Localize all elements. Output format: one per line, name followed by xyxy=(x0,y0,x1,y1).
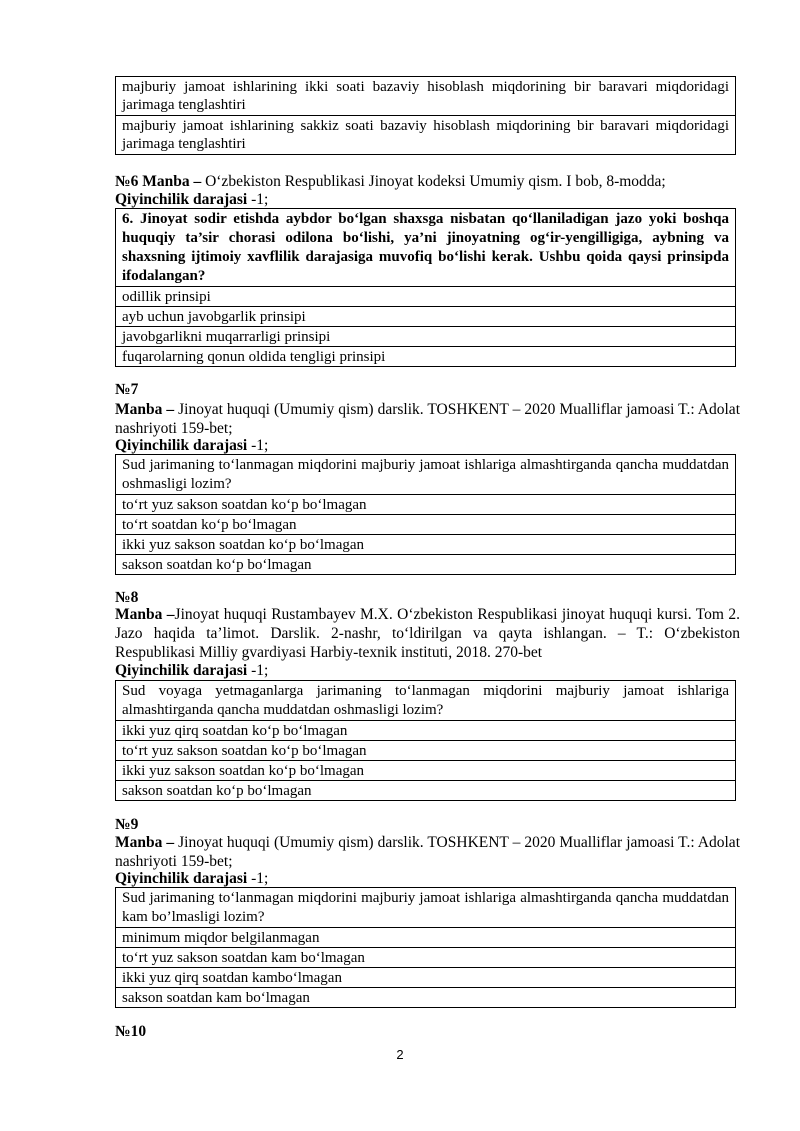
q6-source-text: O‘zbekiston Respublikasi Jinoyat kodeksi Umumiy qism. I bob, 8-modda; xyxy=(201,173,666,190)
table-row xyxy=(116,515,736,535)
q6-source xyxy=(115,172,740,191)
q6-table xyxy=(115,208,736,367)
answer-option: ikki yuz qirq soatdan ko‘p bo‘lmagan xyxy=(116,721,736,741)
answer-option: odillik prinsipi xyxy=(116,287,736,307)
q8-difficulty-label: Qiyinchilik darajasi xyxy=(115,662,248,679)
table-row xyxy=(116,988,736,1008)
answer-option: ayb uchun javobgarlik prinsipi xyxy=(116,307,736,327)
answer-option: majburiy jamoat ishlarining ikki soati bazaviy hisoblash miqdorining bir baravari miqdoridagi jarimaga tenglashtiri xyxy=(116,77,736,116)
answer-option: majburiy jamoat ishlarining sakkiz soati bazaviy hisoblash miqdorining bir baravari miqdoridagi jarimaga tenglashtiri xyxy=(116,116,736,155)
answer-option: to‘rt yuz sakson soatdan ko‘p bo‘lmagan xyxy=(116,495,736,515)
table-row xyxy=(116,327,736,347)
table-row xyxy=(116,209,736,287)
q8-difficulty xyxy=(115,661,740,680)
q9-difficulty-label: Qiyinchilik darajasi xyxy=(115,870,248,887)
q7-question: Sud jarimaning to‘lanmagan miqdorini majburiy jamoat ishlariga almashtirganda qancha muddatdan oshmasligi lozim? xyxy=(116,455,736,495)
answer-option: to‘rt soatdan ko‘p bo‘lmagan xyxy=(116,515,736,535)
table-row xyxy=(116,781,736,801)
q9-source xyxy=(115,833,740,871)
q9-table xyxy=(115,887,736,1008)
q6-difficulty xyxy=(115,190,740,209)
previous-answers-table xyxy=(115,76,736,155)
q9-difficulty xyxy=(115,869,740,888)
q9-difficulty-value: -1; xyxy=(247,870,269,887)
q7-difficulty-label: Qiyinchilik darajasi xyxy=(115,437,248,454)
answer-option: ikki yuz sakson soatdan ko‘p bo‘lmagan xyxy=(116,535,736,555)
answer-option: ikki yuz qirq soatdan kambo‘lmagan xyxy=(116,968,736,988)
q9-question: Sud jarimaning to‘lanmagan miqdorini majburiy jamoat ishlariga almashtirganda qancha muddatdan kam bo’lmasligi lozim? xyxy=(116,888,736,928)
answer-option: sakson soatdan ko‘p bo‘lmagan xyxy=(116,781,736,801)
answer-option: sakson soatdan kam bo‘lmagan xyxy=(116,988,736,1008)
table-row xyxy=(116,968,736,988)
q9-source-label: Manba – xyxy=(115,834,175,851)
table-row xyxy=(116,721,736,741)
table-row xyxy=(116,888,736,928)
table-row xyxy=(116,761,736,781)
q7-number: №7 xyxy=(115,381,139,398)
table-row xyxy=(116,77,736,116)
q9-source-text: Jinoyat huquqi (Umumiy qism) darslik. TOSHKENT – 2020 Mualliflar jamoasi T.: Adolat nashriyoti 159-bet; xyxy=(115,834,740,870)
table-row xyxy=(116,495,736,515)
q7-difficulty-value: -1; xyxy=(247,437,269,454)
q7-difficulty xyxy=(115,436,740,455)
q8-number: №8 xyxy=(115,589,139,606)
table-row xyxy=(116,347,736,367)
q8-question: Sud voyaga yetmaganlarga jarimaning to‘lanmagan miqdorini majburiy jamoat ishlariga almashtirganda qancha muddatdan oshmasligi lozim? xyxy=(116,681,736,721)
q7-source xyxy=(115,400,740,438)
table-row xyxy=(116,116,736,155)
q8-source xyxy=(115,605,740,662)
table-row xyxy=(116,455,736,495)
q7-source-text: Jinoyat huquqi (Umumiy qism) darslik. TOSHKENT – 2020 Mualliflar jamoasi T.: Adolat nashriyoti 159-bet; xyxy=(115,401,740,437)
q6-difficulty-label: Qiyinchilik darajasi xyxy=(115,191,248,208)
q10-number: №10 xyxy=(115,1023,147,1040)
table-row xyxy=(116,681,736,721)
q6-difficulty-value: -1; xyxy=(247,191,269,208)
page-number: 2 xyxy=(396,1047,404,1062)
answer-option: minimum miqdor belgilanmagan xyxy=(116,928,736,948)
table-row xyxy=(116,948,736,968)
answer-option: fuqarolarning qonun oldida tengligi prinsipi xyxy=(116,347,736,367)
answer-option: javobgarlikni muqarrarligi prinsipi xyxy=(116,327,736,347)
answer-option: to‘rt yuz sakson soatdan kam bo‘lmagan xyxy=(116,948,736,968)
q7-table xyxy=(115,454,736,575)
table-row xyxy=(116,928,736,948)
q6-source-label: №6 Manba – xyxy=(115,173,202,190)
answer-option: ikki yuz sakson soatdan ko‘p bo‘lmagan xyxy=(116,761,736,781)
table-row xyxy=(116,555,736,575)
table-row xyxy=(116,287,736,307)
q8-difficulty-value: -1; xyxy=(247,662,269,679)
q7-source-label: Manba – xyxy=(115,401,175,418)
table-row xyxy=(116,307,736,327)
answer-option: sakson soatdan ko‘p bo‘lmagan xyxy=(116,555,736,575)
q8-table xyxy=(115,680,736,801)
q8-source-label: Manba – xyxy=(115,606,175,623)
q6-question: 6. Jinoyat sodir etishda aybdor bo‘lgan shaxsga nisbatan qo‘llaniladigan jazo yoki boshqa huquqiy ta’sir chorasi odilona bo‘lishi, ya’ni jinoyatning og‘ir-yengilligiga, aybning va shaxsning ijtimoiy xavflilik darajasiga muvofiq bo‘lishi kerak. Ushbu qoida qaysi prinsipda ifodalangan? xyxy=(116,209,736,287)
q9-number: №9 xyxy=(115,816,139,833)
answer-option: to‘rt yuz sakson soatdan ko‘p bo‘lmagan xyxy=(116,741,736,761)
table-row xyxy=(116,535,736,555)
q8-source-text: Jinoyat huquqi Rustambayev M.X. O‘zbekiston Respublikasi jinoyat huquqi kursi. Tom 2. Jazo haqida ta’limot. Darslik. 2-nashr, to‘ldirilgan va qayta ishlangan. – T.: O‘zbekiston Respublikasi Milliy gvardiyasi Harbiy-texnik instituti, 2018. 270-bet xyxy=(115,606,740,661)
table-row xyxy=(116,741,736,761)
